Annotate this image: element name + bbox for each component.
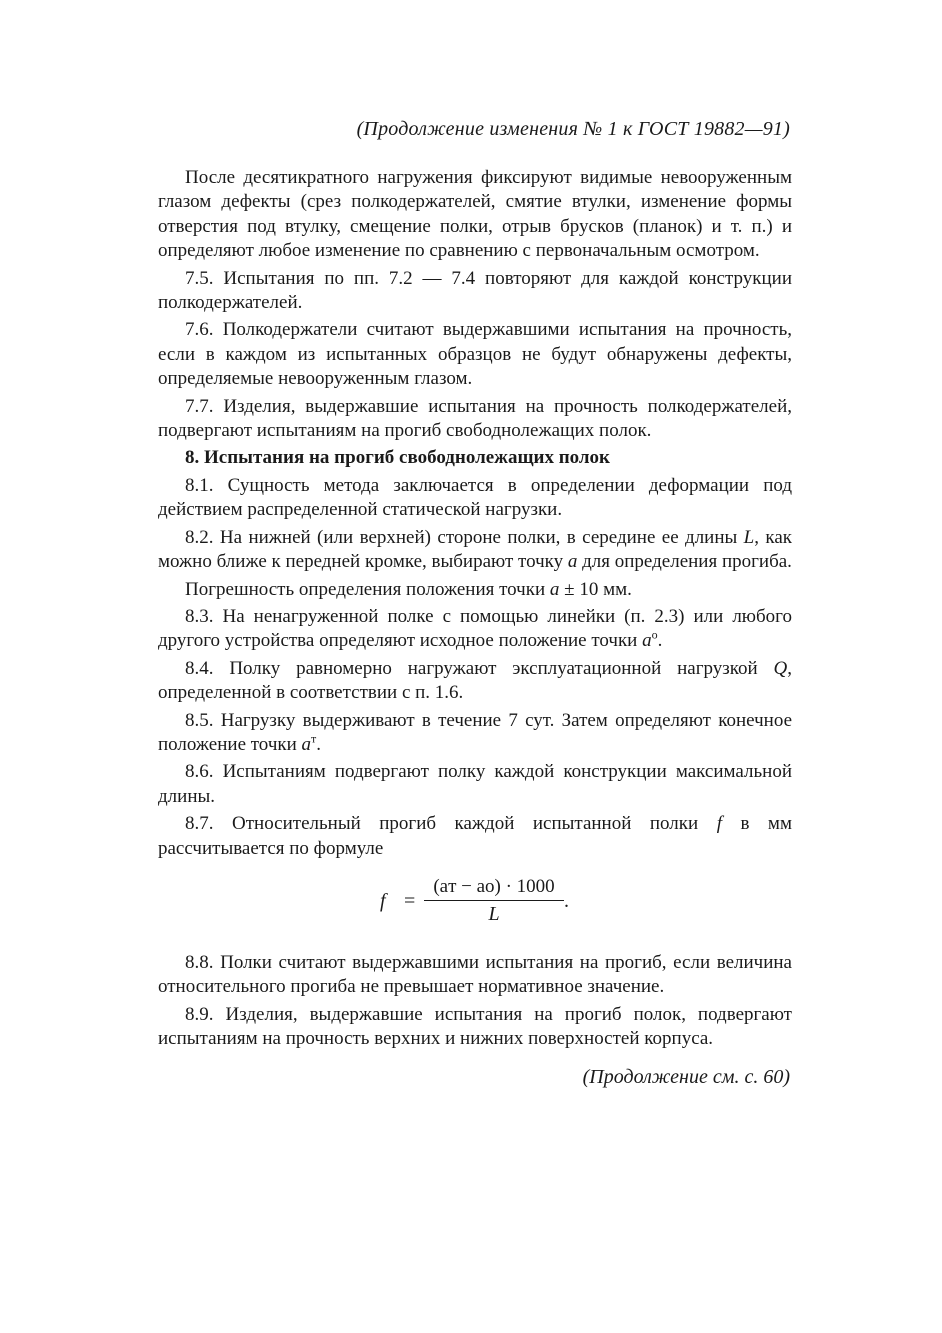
deflection-formula <box>158 875 792 937</box>
paragraph-8-4-text-a: 8.4. Полку равномерно нагружают эксплуатационной нагрузкой <box>185 657 774 679</box>
paragraph-8-7-text-a: 8.7. Относительный прогиб каждой испытанной полки <box>185 813 717 835</box>
paragraph-8-6: 8.6. Испытаниям подвергают полку каждой конструкции максимальной длины. <box>158 761 792 807</box>
variable-L: L <box>743 526 755 548</box>
paragraph-8-5 <box>158 709 792 758</box>
paragraph-8-1: 8.1. Сущность метода заключается в определении деформации под действием распределенной статической нагрузки. <box>158 474 792 521</box>
variable-a: a <box>301 733 312 755</box>
paragraph-8-8: 8.8. Полки считают выдержавшими испытания на прогиб, если величина относительного прогиба не превышает нормативное значение. <box>158 951 792 998</box>
paragraph-8-3-end: . <box>657 630 663 652</box>
paragraph-8-7 <box>158 812 792 861</box>
variable-f: f <box>716 813 722 835</box>
paragraph-8-4-text-b: , определенной в соответствии с п. 1.6. <box>158 657 792 704</box>
paragraph-8-2-text-b: , как можно ближе к передней кромке, выбирают точку <box>158 526 792 573</box>
paragraph-7-6: 7.6. Полкодержатели считают выдержавшими испытания на прочность, если в каждом из испытанных образцов не будут обнаружены дефекты, определяемые невооруженным глазом. <box>158 319 792 390</box>
paragraph-8-5-text: 8.5. Нагрузку выдерживают в течение 7 сут. Затем определяют конечное положение точки <box>158 709 792 755</box>
page-header: (Продолжение изменения № 1 к ГОСТ 19882—91) <box>356 118 790 140</box>
variable-a: a <box>567 551 578 573</box>
formula-equals: = <box>404 889 416 912</box>
error-text-b: ± 10 мм. <box>559 578 632 600</box>
section-8-heading: 8. Испытания на прогиб свободнолежащих полок <box>185 447 611 469</box>
page-footer: (Продолжение см. с. 60) <box>582 1066 790 1088</box>
paragraph-7-5: 7.5. Испытания по пп. 7.2 — 7.4 повторяют для каждой конструкции полкодержателей. <box>158 267 792 314</box>
error-text-a: Погрешность определения положения точки <box>185 578 550 600</box>
paragraph-8-9: 8.9. Изделия, выдержавшие испытания на прогиб полок, подвергают испытаниям на прочность верхних и нижних поверхностей корпуса. <box>158 1003 792 1050</box>
paragraph-8-2-text-a: 8.2. На нижней (или верхней) стороне полки, в середине ее длины <box>185 526 744 548</box>
formula-numerator: (aт − aо) · 1000 <box>433 875 555 897</box>
paragraph-8-2-text-c: для определения прогиба. <box>577 551 792 573</box>
variable-a: a <box>642 630 652 652</box>
paragraph-8-3 <box>158 605 792 654</box>
paragraph-8-2 <box>158 526 792 575</box>
formula-end: . <box>564 889 569 912</box>
paragraph-after-loading: После десятикратного нагружения фиксируют видимые невооруженным глазом дефекты (срез полкодержателей, смятие втулки, изменение формы отверстия под втулку, смещение полки, отрыв брусков (планок) и т. п.) и определяют любое изменение по сравнению с первоначальным осмотром. <box>158 167 792 262</box>
formula-denominator: L <box>488 902 500 925</box>
paragraph-8-5-end: . <box>316 733 322 755</box>
document-body <box>158 166 792 1055</box>
variable-Q: Q <box>773 657 788 679</box>
formula-lhs: f <box>380 889 386 912</box>
formula-fraction-bar <box>424 900 564 901</box>
paragraph-error-tolerance <box>158 578 792 602</box>
paragraph-8-4 <box>158 657 792 706</box>
superscript-t: т <box>311 731 317 746</box>
variable-a: a <box>549 578 560 600</box>
paragraph-8-7-text-b: в мм рассчитывается по формуле <box>158 813 792 859</box>
superscript-o: o <box>651 627 658 642</box>
paragraph-8-3-text: 8.3. На ненагруженной полке с помощью линейки (п. 2.3) или любого другого устройства определяют исходное положение точки <box>158 605 792 652</box>
paragraph-7-7: 7.7. Изделия, выдержавшие испытания на прочность полкодержателей, подвергают испытаниям на прогиб свободнолежащих полок. <box>158 395 792 442</box>
